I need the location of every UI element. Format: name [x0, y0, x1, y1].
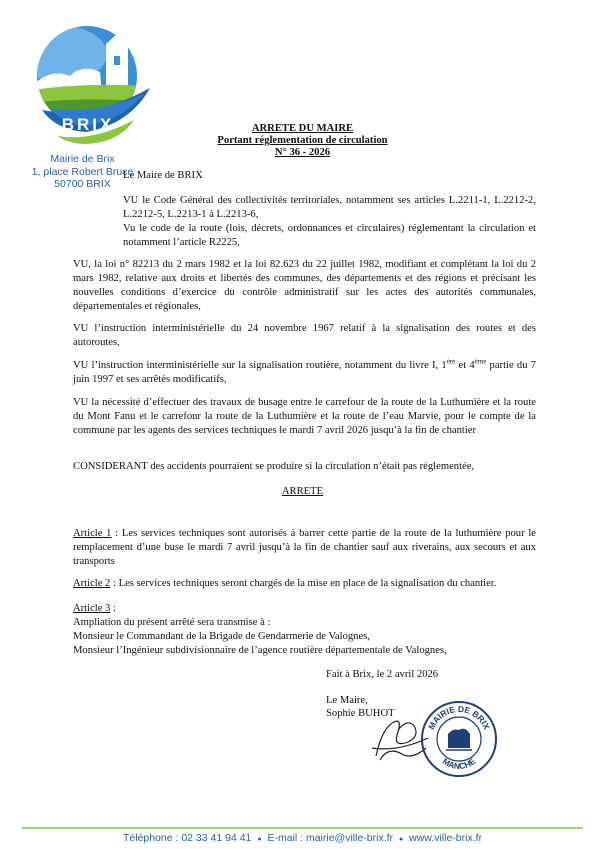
- document-number: N° 36 - 2026: [274, 147, 331, 158]
- article-2-label: Article 2: [73, 578, 111, 589]
- sender-line-1: Mairie de Brix: [50, 153, 115, 165]
- article-3-label: Article 3: [73, 603, 111, 614]
- article-3-text: :: [110, 603, 116, 614]
- footer-phone: Téléphone : 02 33 41 94 41: [122, 832, 252, 844]
- footer-bullet-1: ●: [257, 836, 262, 843]
- vu-4-text-c: partie du 7 juin 1997 et ses arrêtés modificatifs,: [73, 360, 537, 385]
- article-3: [73, 602, 536, 658]
- mairie-logo: [22, 24, 152, 144]
- signature-role: Le Maire,: [326, 695, 368, 706]
- vu-paragraph-1: [123, 194, 536, 250]
- arrete-heading: ARRETE: [281, 486, 324, 497]
- signature-date: Fait à Brix, le 2 avril 2026: [326, 669, 439, 680]
- footer-website[interactable]: www.ville-brix.fr: [409, 832, 483, 844]
- article-3-line-1: Ampliation du présent arrêté sera transmise à :: [73, 617, 271, 628]
- vu-4-sup-1: ère: [446, 357, 456, 366]
- stamp-seal: [420, 700, 498, 778]
- logo-text: BRIX: [61, 115, 115, 134]
- vu-paragraph-2: VU, la loi n° 82213 du 2 mars 1982 et la loi 82.623 du 22 juillet 1982, modifiant et complétant la loi du 2 mars 1982, relative aux droits et libertés des communes, des départements et des régions et précisant les nouvelles conditions d’exercice du contrôle administratif sur les actes des autorités communales, départementales et régionales,: [73, 259, 536, 312]
- considerant-paragraph: CONSIDERANT des accidents pourraient se produire si la circulation n’était pas réglementée,: [73, 461, 475, 472]
- vu-paragraph-3: VU l’instruction interministérielle du 24 novembre 1967 relatif à la signalisation des routes et des autoroutes,: [73, 323, 536, 348]
- vu-4-text-b: et 4: [455, 360, 475, 371]
- article-1-label: Article 1: [73, 528, 112, 539]
- contact-footer: [0, 832, 605, 846]
- vu-1b-text: Vu le code de la route (lois, décrets, ordonnances et circulaires) réglementant la circulation et notamment l’article R2225,: [123, 223, 536, 248]
- vu-paragraph-5: VU la nécessité d’effectuer des travaux de busage entre le carrefour de la route de la Luthumière et la route du Mont Fanu et le carrefour la route de la Luthumière et la route de l’eau Marvie, pour le compte de la commune par les agents des services techniques le mardi 7 avril 2026 jusqu’à la fin de chantier: [73, 397, 536, 436]
- article-3-line-2: Monsieur le Commandant de la Brigade de Gendarmerie de Valognes,: [73, 631, 370, 642]
- stamp-top-text: MAIRIE DE BRIX: [426, 703, 492, 732]
- svg-text:MANCHE: [441, 756, 478, 771]
- vu-1a-text: VU le Code Général des collectivités territoriales, notamment ses articles L.2211-1, L.2212-2, L.2212-5, L.2213-1 à L.2213-6,: [123, 195, 536, 220]
- footer-email[interactable]: E-mail : mairie@ville-brix.fr: [267, 832, 394, 844]
- article-2-text: : Les services techniques seront chargés de la mise en place de la signalisation du chantier.: [110, 578, 497, 589]
- authority-line: Le Maire de BRIX: [123, 170, 203, 181]
- document-title: ARRETE DU MAIRE: [251, 123, 354, 134]
- vu-paragraph-4: [73, 359, 536, 387]
- footer-bullet-2: ●: [398, 836, 404, 843]
- stamp-bottom-text: MANCHE: [440, 755, 478, 772]
- article-3-line-3: Monsieur l’Ingénieur subdivisionnaire de l’agence routière départementale de Valognes,: [73, 645, 447, 656]
- article-2: [73, 577, 536, 591]
- article-1-text: : Les services techniques sont autorisés à barrer cette partie de la route de la luthumière pour le remplacement d’une buse le mardi 7 avril jusqu’à la fin de chantier sauf aux riverains, aux secours et aux transports: [73, 528, 537, 567]
- mairie-stamp: [420, 700, 498, 778]
- logo-graphic: [22, 24, 152, 144]
- footer-divider: [22, 827, 583, 829]
- document-header: [200, 123, 405, 159]
- document-subtitle: Portant réglementation de circulation: [217, 135, 388, 146]
- sender-line-3: 50700 BRIX: [54, 178, 111, 190]
- vu-4-sup-2: ème: [474, 357, 487, 366]
- vu-4-text-a: VU l’instruction interministérielle sur la signalisation routière, notamment du livre I, 1: [73, 360, 447, 371]
- signature-name: Sophie BUHOT: [326, 708, 395, 719]
- sender-line-2: 1, place Robert Bruce: [31, 165, 134, 178]
- article-1: [73, 527, 536, 569]
